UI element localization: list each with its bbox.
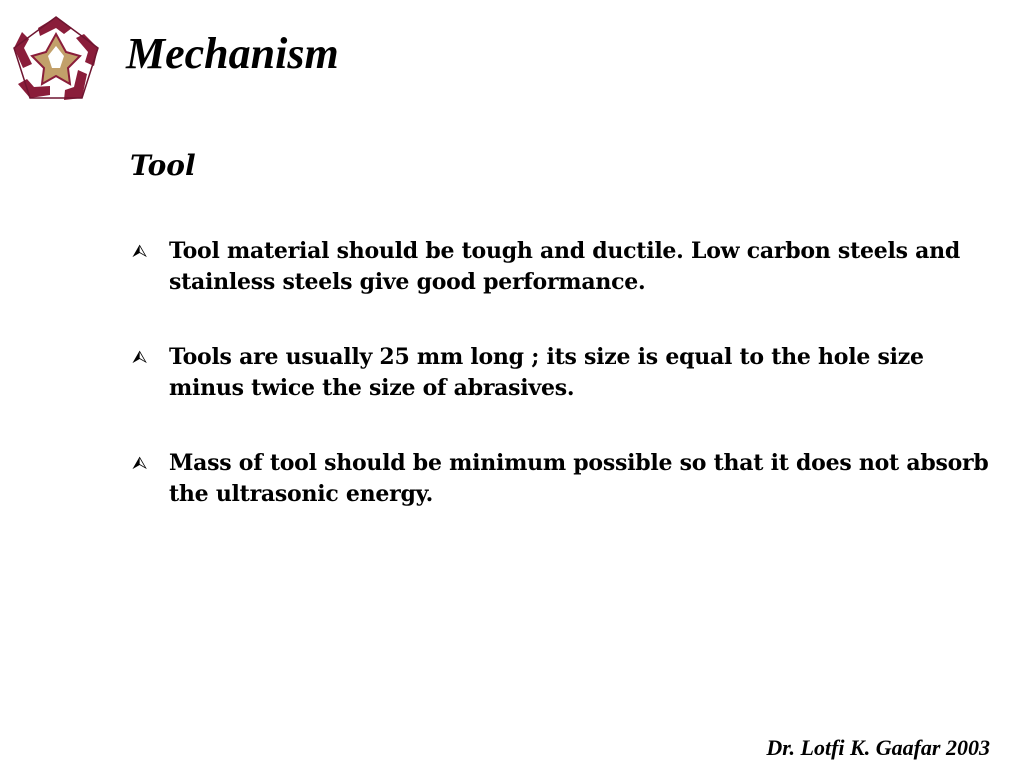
bullet-item <box>130 448 990 510</box>
arrow-up-bullet-icon: ⮙ <box>132 453 148 474</box>
slide-title: Mechanism <box>126 29 339 78</box>
footer-credit: Dr. Lotfi K. Gaafar 2003 <box>766 735 990 760</box>
bullet-list <box>130 236 990 554</box>
bullet-item <box>130 236 990 298</box>
bullet-text: Mass of tool should be minimum possible so that it does not absorb the ultrasonic energy. <box>169 450 989 507</box>
section-heading: Tool <box>130 149 196 182</box>
bullet-text: Tools are usually 25 mm long ; its size is equal to the hole size minus twice the size of abrasives. <box>169 344 924 401</box>
bullet-text: Tool material should be tough and ductile. Low carbon steels and stainless steels give good performance. <box>169 238 961 295</box>
bullet-item <box>130 342 990 404</box>
university-logo-icon <box>10 14 102 102</box>
arrow-up-bullet-icon: ⮙ <box>132 241 148 262</box>
arrow-up-bullet-icon: ⮙ <box>132 347 148 368</box>
